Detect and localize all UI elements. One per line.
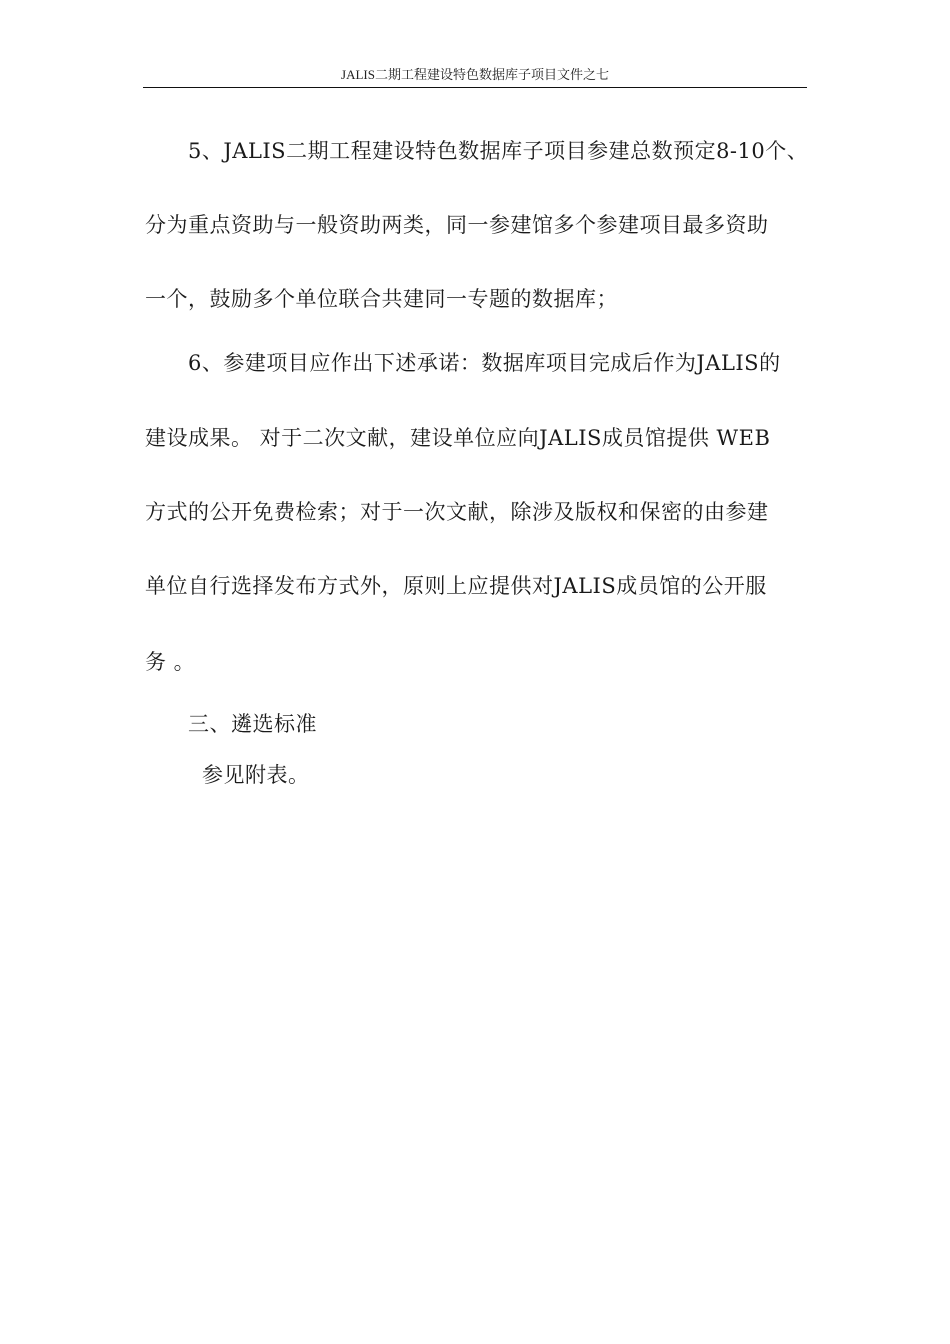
paragraph-5-line-3: 一个，鼓励多个单位联合共建同一专题的数据库； xyxy=(145,287,618,311)
paragraph-5-line-1: 5、JALIS二期工程建设特色数据库子项目参建总数预定8-10个、 xyxy=(188,139,809,163)
paragraph-6-line-1: 6、参建项目应作出下述承诺：数据库项目完成后作为JALIS的 xyxy=(188,351,781,375)
section-heading: 三、遴选标准 xyxy=(188,712,317,736)
paragraph-6-line-4: 单位自行选择发布方式外，原则上应提供对JALIS成员馆的公开服 xyxy=(145,574,767,598)
paragraph-6-line-5: 务 。 xyxy=(145,650,196,674)
page-header: JALIS二期工程建设特色数据库子项目文件之七 xyxy=(341,67,609,82)
header-divider xyxy=(143,87,807,88)
paragraph-6-line-3: 方式的公开免费检索；对于一次文献，除涉及版权和保密的由参建 xyxy=(145,500,769,524)
paragraph-6-line-2: 建设成果。 对于二次文献，建设单位应向JALIS成员馆提供 WEB xyxy=(145,426,771,450)
section-text: 参见附表。 xyxy=(202,763,310,787)
paragraph-5-line-2: 分为重点资助与一般资助两类，同一参建馆多个参建项目最多资助 xyxy=(145,213,769,237)
